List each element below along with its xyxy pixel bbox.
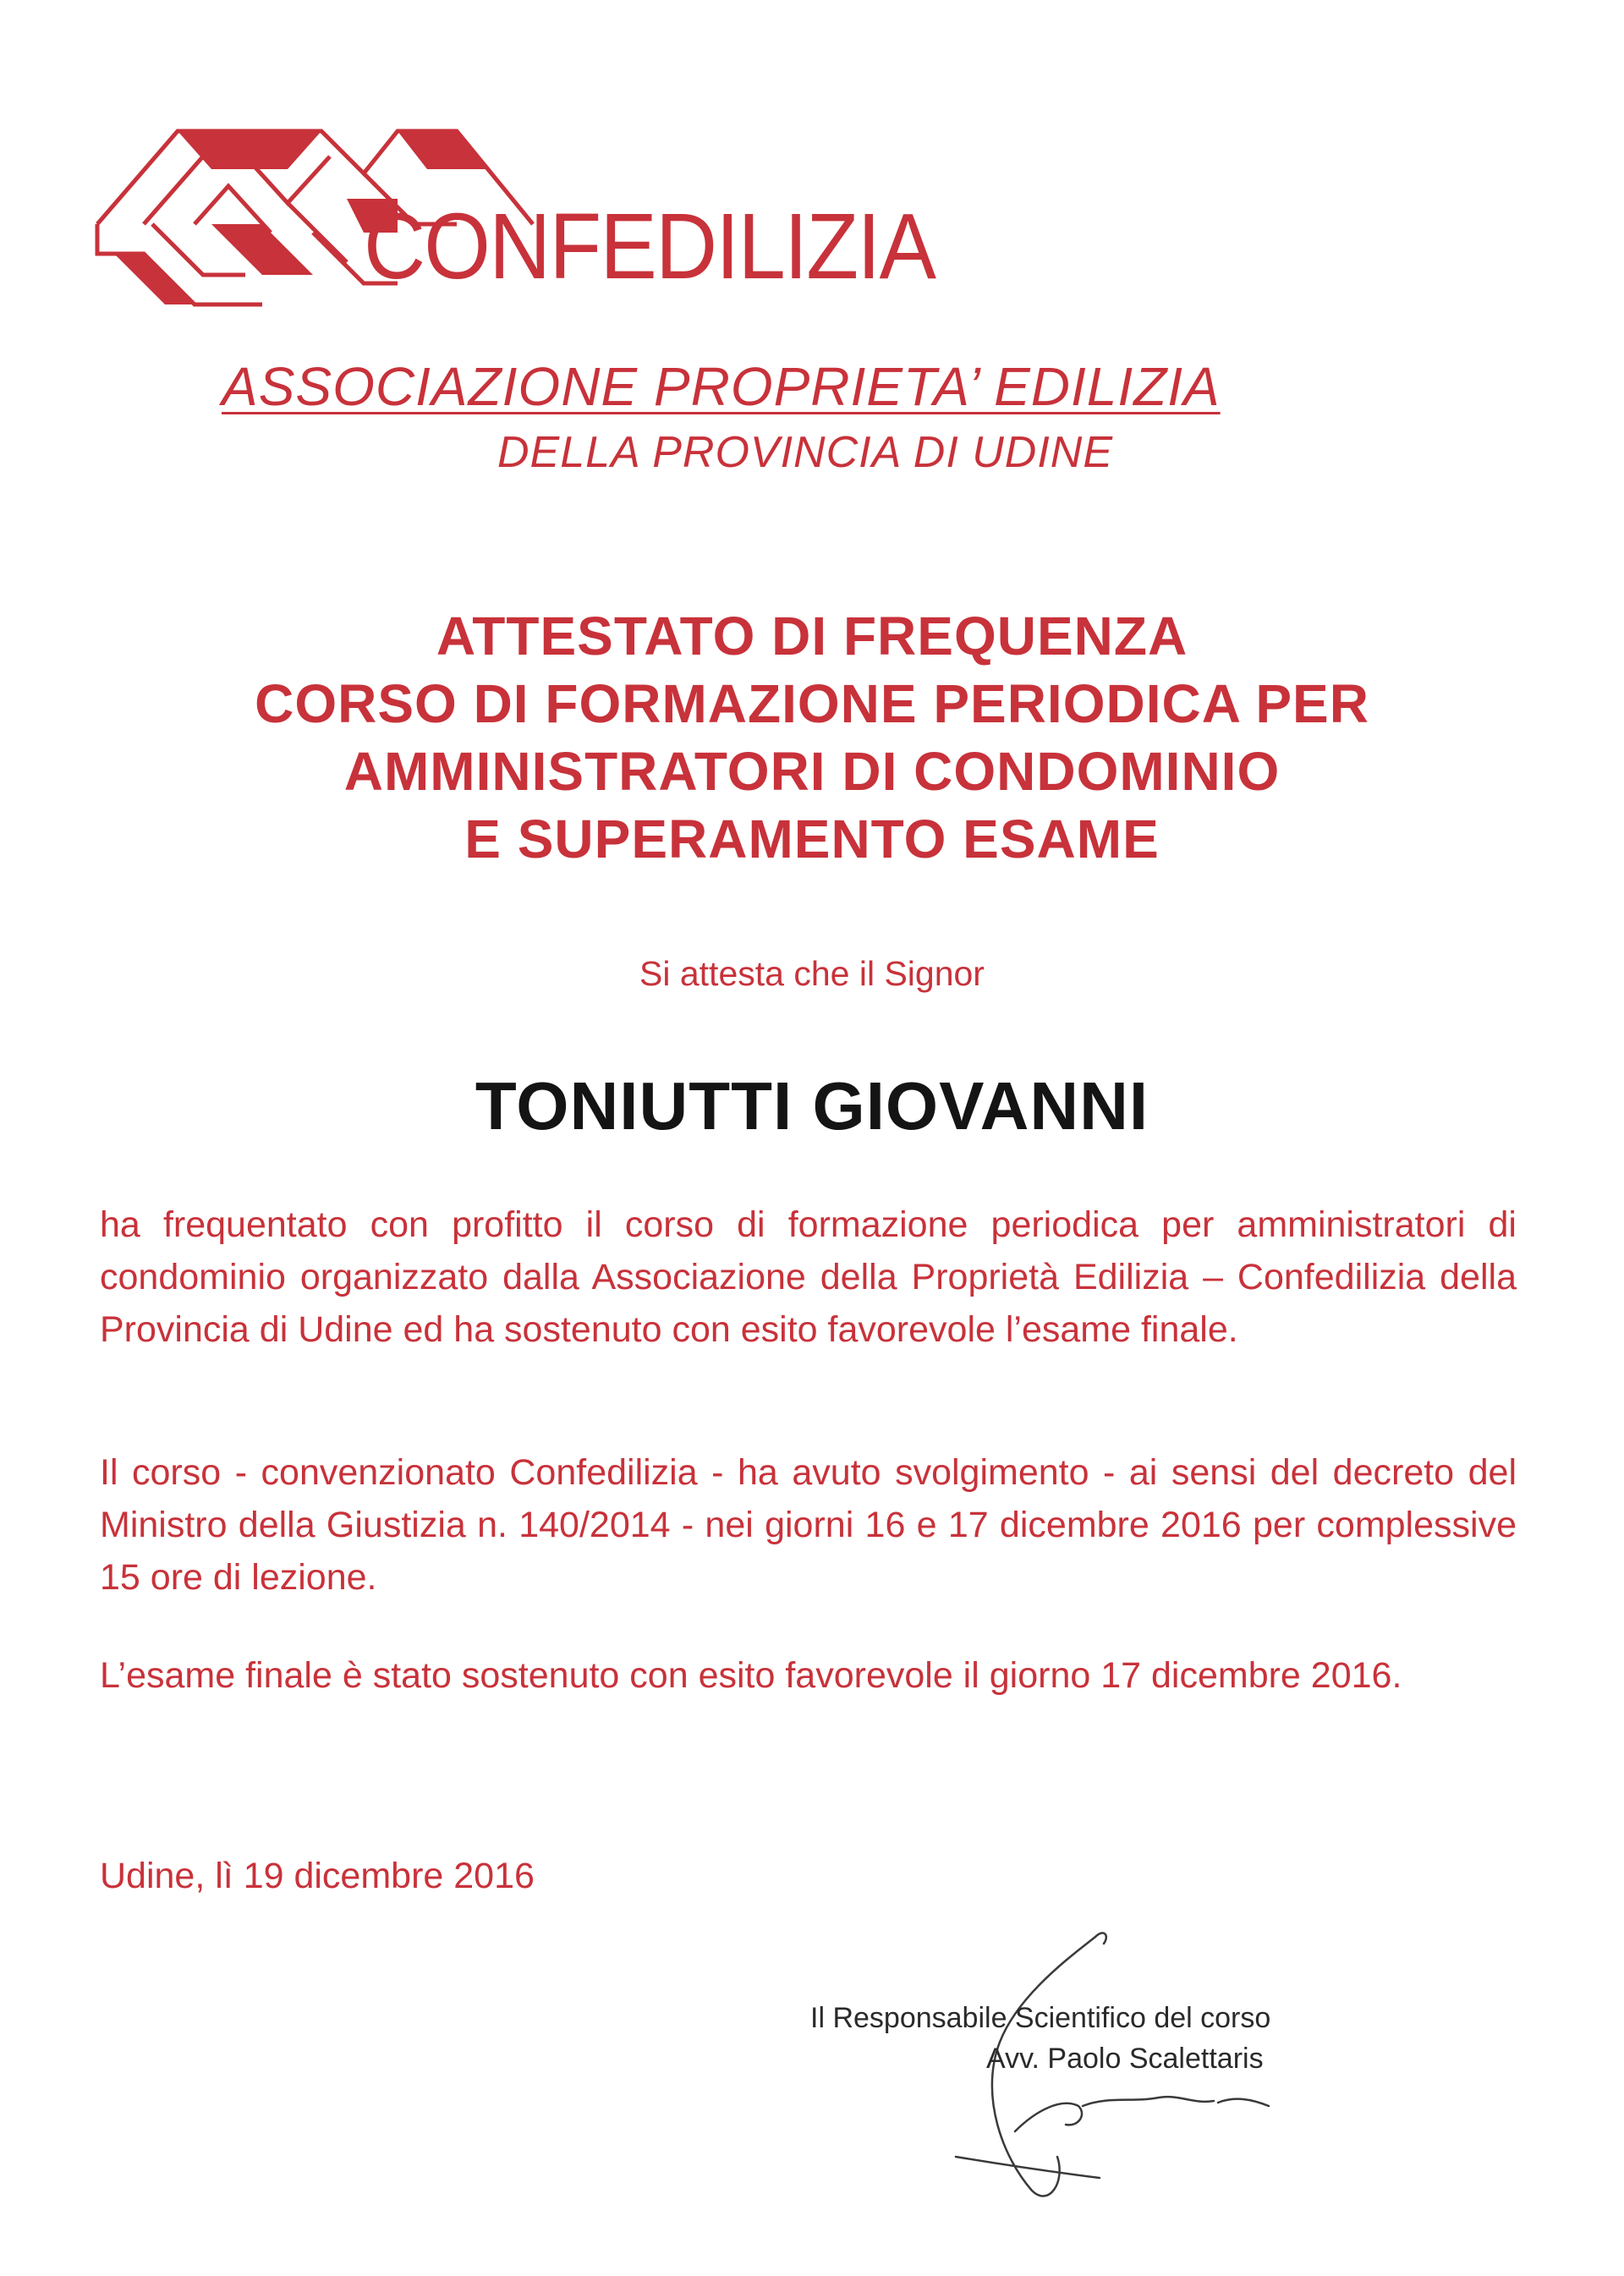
signer-role: Il Responsabile Scientifico del corso bbox=[810, 2002, 1271, 2034]
body-paragraph: ha frequentato con profitto il corso di formazione periodica per amministratori di condominio organizzato dalla Associazione della Proprietà Edilizia – Confedilizia della Provincia di Udine ed ha sostenuto con esito favorevole l’esame finale. bbox=[100, 1204, 1517, 1350]
certificate-title-line: E SUPERAMENTO ESAME bbox=[464, 809, 1160, 869]
body-paragraph: Il corso - convenzionato Confedilizia - ha avuto svolgimento - ai sensi del decreto del Ministro della Giustizia n. 140/2014 - nei giorni 16 e 17 dicembre 2016 per complessive 15 ore di lezione. bbox=[100, 1452, 1517, 1598]
body-paragraph: L’esame finale è stato sostenuto con esito favorevole il giorno 17 dicembre 2016. bbox=[100, 1655, 1402, 1696]
place-date: Udine, lì 19 dicembre 2016 bbox=[100, 1856, 535, 1896]
association-subtitle: DELLA PROVINCIA DI UDINE bbox=[497, 428, 1114, 477]
signer-block bbox=[810, 1998, 1402, 2079]
certificate-title bbox=[0, 602, 1624, 873]
logo-wordmark: CONFEDILIZIA bbox=[364, 195, 935, 299]
certificate-title-line: AMMINISTRATORI DI CONDOMINIO bbox=[343, 741, 1281, 802]
recipient-name: TONIUTTI GIOVANNI bbox=[475, 1068, 1149, 1143]
certificate-intro: Si attesta che il Signor bbox=[639, 954, 985, 993]
certificate-title-line: CORSO DI FORMAZIONE PERIODICA PER bbox=[255, 673, 1369, 734]
association-title: ASSOCIAZIONE PROPRIETA’ EDILIZIA bbox=[222, 356, 1221, 417]
signer-name: Avv. Paolo Scalettaris bbox=[986, 2043, 1264, 2075]
certificate-title-line: ATTESTATO DI FREQUENZA bbox=[436, 606, 1188, 666]
